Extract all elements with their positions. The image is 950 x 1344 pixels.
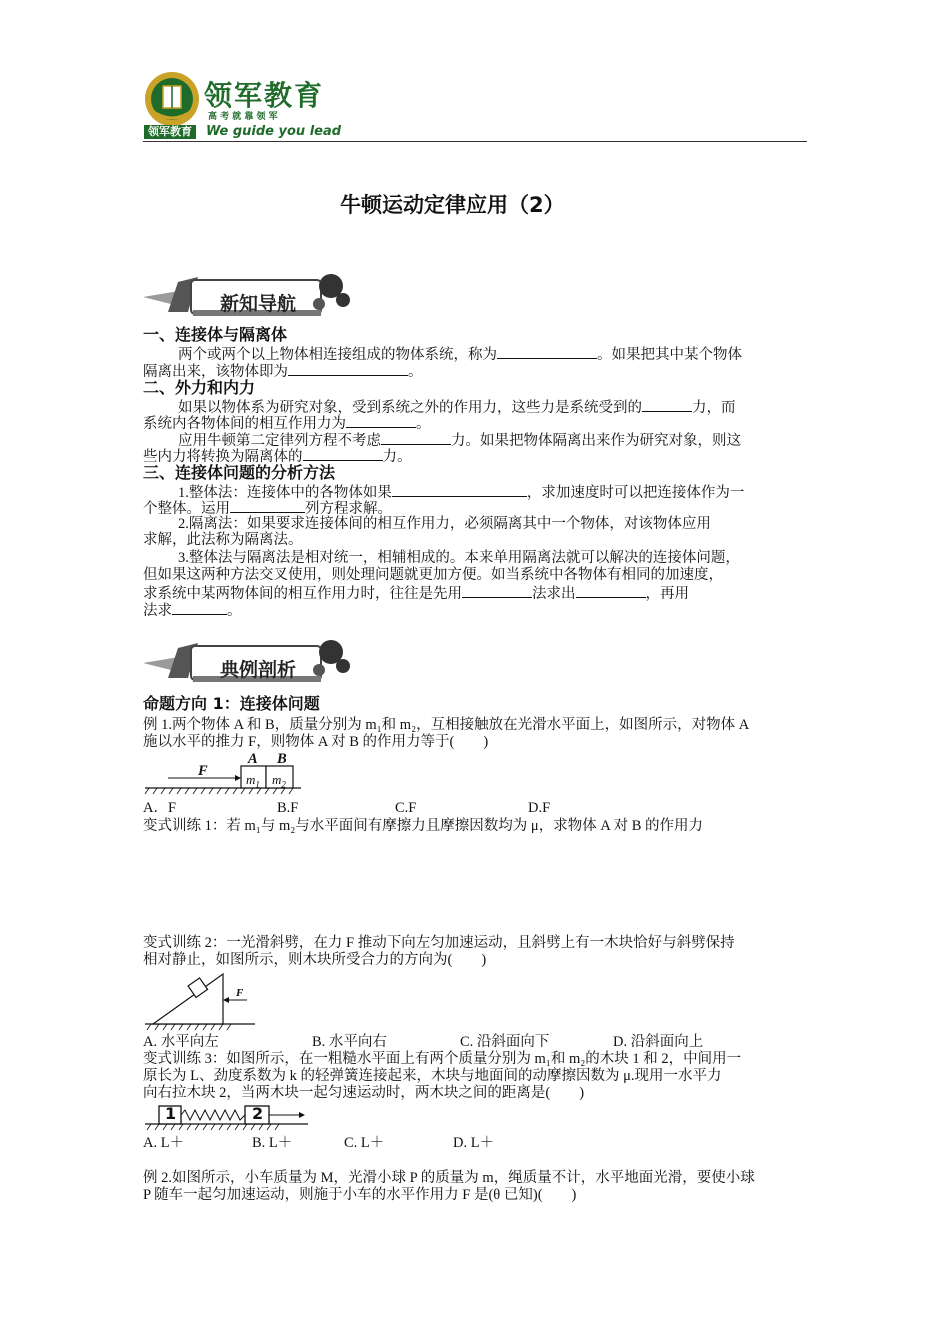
paragraph: 但如果这两种方法交叉使用，则处理问题就更加方便。如当系统中各物体有相同的加速度，	[143, 567, 723, 583]
text: 列方程求解。	[305, 501, 392, 517]
fill-blank[interactable]	[381, 431, 451, 445]
text: 隔离出来，该物体即为	[143, 364, 288, 380]
ex1-option-b: B.F	[277, 800, 299, 816]
text: 力，而	[692, 400, 736, 416]
logo-name: 领军教育	[204, 79, 325, 112]
text: 个整体。运用	[143, 501, 230, 517]
fill-blank[interactable]	[642, 398, 692, 412]
text: 力。如果把物体隔离出来作为研究对象，则这	[451, 433, 741, 449]
text: ，再用	[645, 586, 689, 602]
fig3-block-2-label: 2	[252, 1104, 264, 1123]
heading-1: 一、连接体与隔离体	[143, 325, 288, 344]
v3-option-d: D. L＋	[453, 1135, 495, 1151]
variant-3-line-3: 向右拉木块 2，当两木块一起匀速运动时，两木块之间的距离是( )	[143, 1085, 585, 1101]
text: 法求出	[532, 586, 576, 602]
variant-3-line-2: 原长为 L、劲度系数为 k 的轻弹簧连接起来，木块与地面间的动摩擦因数为 μ.现用一水平力	[143, 1068, 722, 1084]
text: 。如果把其中某个物体	[597, 347, 742, 363]
paragraph	[143, 601, 242, 620]
text: 系统内各物体间的相互作用力为	[143, 416, 346, 432]
header-rule	[143, 141, 807, 142]
fill-blank[interactable]	[392, 483, 527, 497]
v2-option-c: C. 沿斜面向下	[460, 1034, 550, 1050]
fig1-force-label: F	[198, 763, 208, 779]
v3-option-a: A. L＋	[143, 1135, 185, 1151]
fill-blank[interactable]	[288, 362, 408, 376]
variant-2-line-2: 相对静止，如图所示，则木块所受合力的方向为( )	[143, 952, 487, 968]
logo-tag: 领军教育	[144, 125, 196, 139]
example-1-line-1: 例 1.两个物体 A 和 B，质量分别为 m₁和 m₂，互相接触放在光滑水平面上，如图所示，对物体 A	[143, 717, 750, 733]
text: 应用牛顿第二定律列方程不考虑	[178, 433, 381, 449]
text: 。	[416, 416, 431, 432]
text: 些内力将转换为隔离体的	[143, 449, 303, 465]
fill-blank[interactable]	[172, 601, 227, 615]
fill-blank[interactable]	[576, 584, 646, 598]
page-title: 牛顿运动定律应用（2）	[340, 193, 565, 217]
text: 1.整体法：连接体中的各物体如果	[178, 485, 392, 501]
banner-examples-text: 典例剖析	[220, 659, 297, 681]
paragraph: 求解，此法称为隔离法。	[143, 532, 303, 548]
v2-option-a: A. 水平向左	[143, 1034, 219, 1050]
heading-2: 二、外力和内力	[143, 378, 256, 397]
text: 。	[227, 603, 242, 619]
fig1-m1: m	[246, 772, 256, 787]
text: 法求	[143, 603, 172, 619]
ex1-option-d: D.F	[528, 800, 551, 816]
fig1-mass-2	[272, 771, 286, 794]
fig1-label-b: B	[277, 751, 287, 767]
text: 如果以物体系为研究对象，受到系统之外的作用力，这些力是系统受到的	[178, 400, 642, 416]
text: 力。	[382, 449, 412, 465]
text: ，求加速度时可以把连接体作为一	[526, 485, 745, 501]
ex1-option-c: C.F	[395, 800, 417, 816]
v3-option-c: C. L＋	[344, 1135, 385, 1151]
heading-3: 三、连接体问题的分析方法	[143, 463, 336, 482]
ex1-option-a: A．F	[143, 800, 177, 816]
v2-option-d: D. 沿斜面向上	[613, 1034, 704, 1050]
paragraph: 3.整体法与隔离法是相对统一，相辅相成的。本来单用隔离法就可以解决的连接体问题，	[178, 550, 740, 566]
logo-subtitle: 高 考 就 靠 领 军	[208, 112, 278, 122]
fig1-m2: m	[272, 772, 282, 787]
fig1-label-a: A	[248, 751, 258, 767]
fig3-block-1-label: 1	[165, 1104, 177, 1123]
variant-1: 变式训练 1：若 m₁与 m₂与水平面间有摩擦力且摩擦因数均为 μ，求物体 A 对 B 的作用力	[143, 818, 704, 834]
variant-2-line-1: 变式训练 2：一光滑斜劈，在力 F 推动下向左匀加速运动，且斜劈上有一木块恰好与斜劈保持	[143, 935, 735, 951]
logo-badge	[143, 70, 201, 128]
banner-new-knowledge-text: 新知导航	[220, 293, 297, 315]
paragraph: 2.隔离法：如果要求连接体间的相互作用力，必须隔离其中一个物体，对该物体应用	[178, 516, 711, 532]
direction-heading: 命题方向 1：连接体问题	[143, 694, 320, 713]
logo-slogan: We guide you lead	[206, 124, 342, 139]
v2-option-b: B. 水平向右	[312, 1034, 387, 1050]
text: 两个或两个以上物体相连接组成的物体系统，称为	[178, 347, 497, 363]
text: 求系统中某两物体间的相互作用力时，往往是先用	[143, 586, 462, 602]
v3-option-b: B. L＋	[252, 1135, 293, 1151]
fill-blank[interactable]	[230, 499, 305, 513]
fig1-m1-sub: 1	[255, 779, 260, 790]
text: 。	[408, 364, 423, 380]
variant-3-line-1: 变式训练 3：如图所示，在一粗糙水平面上有两个质量分别为 m₁和 m₂的木块 1 和 2，中间用一	[143, 1051, 742, 1067]
example-1-line-2: 施以水平的推力 F，则物体 A 对 B 的作用力等于( )	[143, 734, 489, 750]
fig2-force-label: F	[236, 987, 244, 999]
fill-blank[interactable]	[346, 414, 416, 428]
example-2-line-2: P 随车一起匀加速运动，则施于小车的水平作用力 F 是(θ 已知)( )	[143, 1187, 577, 1203]
example-2-line-1: 例 2.如图所示，小车质量为 M，光滑小球 P 的质量为 m，绳质量不计，水平地面光滑，要使小球	[143, 1170, 755, 1186]
fill-blank[interactable]	[462, 584, 532, 598]
fill-blank[interactable]	[303, 447, 383, 461]
fill-blank[interactable]	[497, 345, 597, 359]
fig1-mass-1	[246, 771, 260, 794]
fig1-m2-sub: 2	[281, 779, 286, 790]
